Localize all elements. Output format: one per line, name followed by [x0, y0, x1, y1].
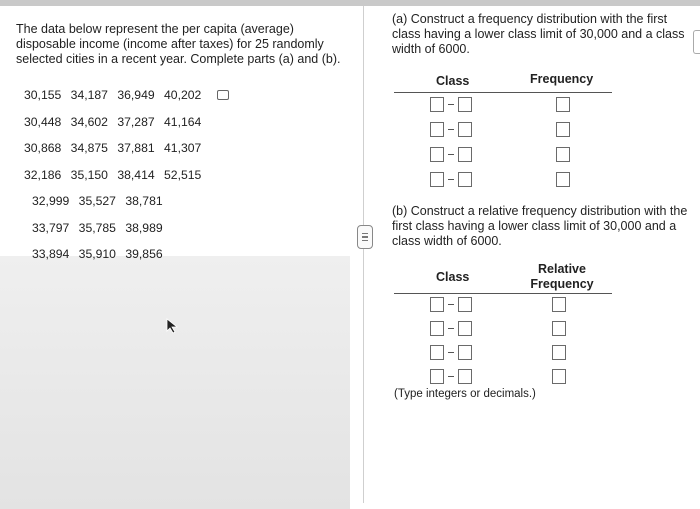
part-a-prompt: (a) Construct a frequency distribution with the first class having a lower class limit of 30,000 and a class width of 6000. — [392, 12, 685, 56]
data-row — [24, 141, 229, 168]
class-lower-input[interactable] — [430, 369, 444, 384]
dash — [448, 154, 454, 155]
data-row — [24, 168, 229, 195]
class-lower-input[interactable] — [430, 97, 444, 112]
class-upper-input[interactable] — [458, 147, 472, 162]
relative-frequency-input[interactable] — [552, 369, 566, 384]
relative-frequency-header: Frequency — [530, 277, 594, 291]
data-value: 32,186 — [24, 167, 62, 182]
class-header: Class — [436, 74, 470, 88]
data-row — [24, 194, 229, 221]
part-b-prompt: (b) Construct a relative frequency distribution with the first class having a lower class limit of 30,000 and a class width of 6000. — [392, 204, 688, 248]
shaded-area — [0, 256, 350, 509]
data-value: 32,999 — [32, 194, 70, 208]
relative-frequency-input[interactable] — [552, 321, 566, 336]
data-value: 30,448 — [24, 114, 62, 129]
frequency-input[interactable] — [556, 147, 570, 162]
data-row — [24, 247, 229, 274]
data-value: 30,155 — [24, 88, 62, 102]
data-value: 38,781 — [125, 194, 163, 208]
copy-icon[interactable] — [217, 90, 229, 100]
data-value: 35,150 — [70, 167, 108, 182]
data-value: 41,307 — [164, 141, 202, 155]
data-value: 34,187 — [70, 88, 108, 102]
mouse-pointer-icon — [166, 318, 180, 334]
class-upper-input[interactable] — [458, 297, 472, 312]
dash — [448, 376, 454, 377]
data-row — [24, 88, 229, 115]
class-lower-input[interactable] — [430, 297, 444, 312]
data-value: 35,910 — [78, 247, 116, 261]
class-upper-input[interactable] — [458, 321, 472, 336]
data-value: 30,868 — [24, 141, 62, 155]
dash — [448, 352, 454, 353]
data-value: 37,287 — [117, 114, 155, 129]
data-row — [24, 115, 229, 142]
frequency-input[interactable] — [556, 172, 570, 187]
frequency-input[interactable] — [556, 122, 570, 137]
dash — [448, 129, 454, 130]
table-b-rule — [394, 293, 612, 294]
table-a-rule — [394, 92, 612, 93]
drag-handle-icon[interactable] — [357, 225, 373, 249]
dash — [448, 179, 454, 180]
answer-pane — [372, 6, 700, 503]
question-pane — [0, 6, 366, 503]
data-value: 38,414 — [117, 167, 155, 182]
class-lower-input[interactable] — [430, 147, 444, 162]
class-upper-input[interactable] — [458, 172, 472, 187]
data-value: 34,602 — [70, 114, 108, 129]
data-value: 33,797 — [32, 220, 70, 235]
data-value: 41,164 — [164, 114, 202, 129]
class-lower-input[interactable] — [430, 345, 444, 360]
data-value: 38,989 — [125, 220, 163, 235]
data-value: 34,875 — [70, 141, 108, 155]
dash — [448, 304, 454, 305]
data-value: 36,949 — [117, 88, 155, 102]
data-value: 39,856 — [125, 247, 163, 261]
class-lower-input[interactable] — [430, 321, 444, 336]
class-header: Class — [436, 270, 470, 284]
class-lower-input[interactable] — [430, 172, 444, 187]
dash — [448, 104, 454, 105]
frequency-input[interactable] — [556, 97, 570, 112]
data-value: 35,785 — [78, 220, 116, 235]
class-lower-input[interactable] — [430, 122, 444, 137]
dash — [448, 328, 454, 329]
pane-divider[interactable] — [363, 6, 364, 503]
relative-frequency-input[interactable] — [552, 345, 566, 360]
data-value: 52,515 — [164, 167, 202, 182]
data-value: 37,881 — [117, 141, 155, 155]
data-value: 33,894 — [32, 247, 70, 261]
relative-frequency-input[interactable] — [552, 297, 566, 312]
class-upper-input[interactable] — [458, 369, 472, 384]
data-row — [24, 221, 229, 248]
question-intro: The data below represent the per capita (average) disposable income (income after taxes) for 25 randomly selected cities in a recent year. Complete parts (a) and (b). — [16, 22, 341, 66]
class-upper-input[interactable] — [458, 345, 472, 360]
data-value: 35,527 — [78, 194, 116, 208]
class-upper-input[interactable] — [458, 122, 472, 137]
data-value: 40,202 — [164, 88, 202, 102]
class-upper-input[interactable] — [458, 97, 472, 112]
frequency-header: Frequency — [530, 72, 594, 86]
answer-format-note: (Type integers or decimals.) — [394, 388, 536, 400]
side-tab[interactable] — [693, 30, 700, 54]
relative-header: Relative — [538, 262, 586, 276]
data-table — [24, 88, 229, 274]
